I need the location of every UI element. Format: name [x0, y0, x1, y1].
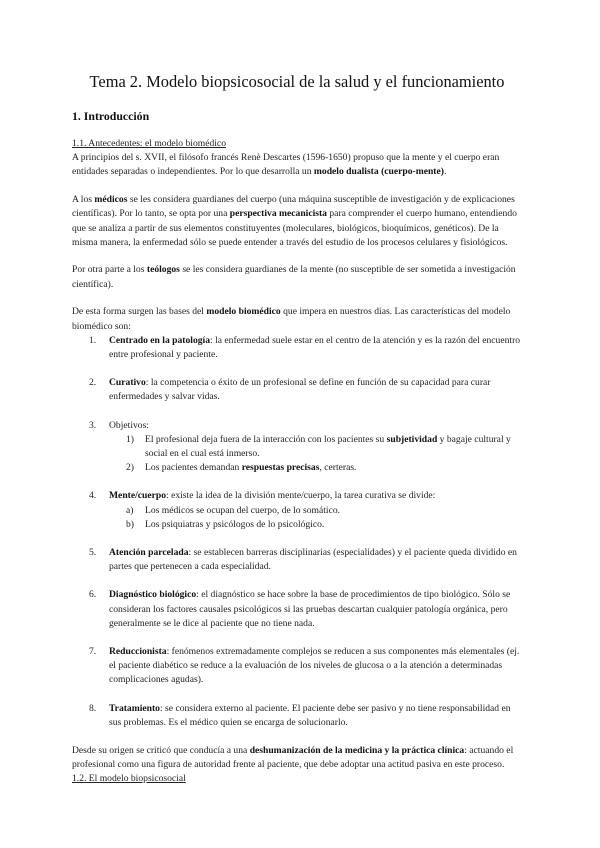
list-item: 5. Atención parcelada: se establecen barreras disciplinarias (especialidades) y el paciente queda dividido en partes que pertenecen a cada especialidad.	[89, 546, 517, 573]
list-item: 3. Objetivos: 1) El profesional deja fuera de la interacción con los pacientes su subjetividad y bagaje cultural y social en el cual está inmerso. 2) Los pacientes demandan respuestas precisas, certeras.	[72, 419, 522, 476]
paragraph-descartes: A principios del s. XVII, el filósofo francés Renè Descartes (1596-1650) propuso que la mente y el cuerpo eran entidades separadas o independientes. Por lo que desarrolla un modelo dualista (cuerpo-mente).	[72, 152, 500, 178]
paragraph-critica: Desde su origen se criticó que conducía a una deshumanización de la medicina y la práctica clínica: actuando el profesional como una figura de autoridad frente al paciente, que debe adoptar una actitud pasiva en este proceso.	[72, 745, 514, 771]
list-item: 4. Mente/cuerpo: existe la idea de la división mente/cuerpo, la tarea curativa se divide: a) Los médicos se ocupan del cuerpo, de lo somático. b) Los psiquiatras y psicólogos de lo psicológico.	[72, 489, 522, 532]
paragraph-modelo-biomedico: De esta forma surgen las bases del modelo biomédico que impera en nuestros días. Las características del modelo biomédico son:	[72, 306, 511, 332]
list-item: b) Los psiquiatras y psicólogos de lo psicológico.	[126, 518, 325, 530]
list-item: 6. Diagnóstico biológico: el diagnóstico se hace sobre la base de procedimientos de tipo biológico. Sólo se consideran los factores causales psicológicos si las pruebas descartan cualquier patología orgánica, pero generalmente se le dice al paciente que no tiene nada.	[89, 589, 511, 629]
paragraph-medicos: A los médicos se les considera guardianes del cuerpo (una máquina susceptible de investigación y de explicaciones científicas). Por lo tanto, se opta por una perspectiva mecanicista para comprender el cuerpo humano, entendiendo que se analiza a partir de sus elementos constituyentes (moleculares, biológicos, bioquímicos, genéticos). De la misma manera, la enfermedad sólo se puede entender a través del estudio de los procesos celulares y fisiológicos.	[72, 194, 517, 248]
characteristics-list	[72, 334, 522, 730]
objectives-list	[109, 433, 522, 476]
list-item: a) Los médicos se ocupan del cuerpo, de lo somático.	[126, 504, 341, 516]
list-item: 7. Reduccionista: fenómenos extremadamente complejos se reducen a sus componentes más elementales (ej. el paciente diabético se reduce a la evaluación de los niveles de glucosa o a la atención a determinadas complicaciones agudas).	[89, 645, 520, 686]
document-title: Tema 2. Modelo biopsicosocial de la salud y el funcionamiento	[89, 72, 505, 91]
list-item: 2) Los pacientes demandan respuestas precisas, certeras.	[126, 462, 357, 474]
list-item: 8. Tratamiento: se considera externo al paciente. El paciente debe ser pasivo y no tiene responsabilidad en sus problemas. Es el médico quien se encarga de solucionarlo.	[89, 702, 511, 728]
list-item: 1. Centrado en la patología: la enfermedad suele estar en el centro de la atención y es la razón del encuentro entre profesional y paciente.	[89, 334, 521, 360]
section-heading: 1. Introducción	[72, 109, 150, 123]
subsection-heading: 1.1. Antecedentes: el modelo biomédico	[72, 138, 226, 149]
list-item: 1) El profesional deja fuera de la interacción con los pacientes su subjetividad y bagaje cultural y social en el cual está inmerso.	[126, 433, 511, 459]
subsection-heading: 1.2. El modelo biopsicosocial	[72, 773, 186, 785]
mind-body-list	[109, 504, 522, 532]
list-item: 2. Curativo: la competencia o éxito de un profesional se define en función de su capacidad para curar enfermedades y salvar vidas.	[89, 377, 491, 403]
paragraph-teologos: Por otra parte a los teólogos se les considera guardianes de la mente (no susceptible de ser sometida a investigación científica).	[72, 264, 516, 290]
